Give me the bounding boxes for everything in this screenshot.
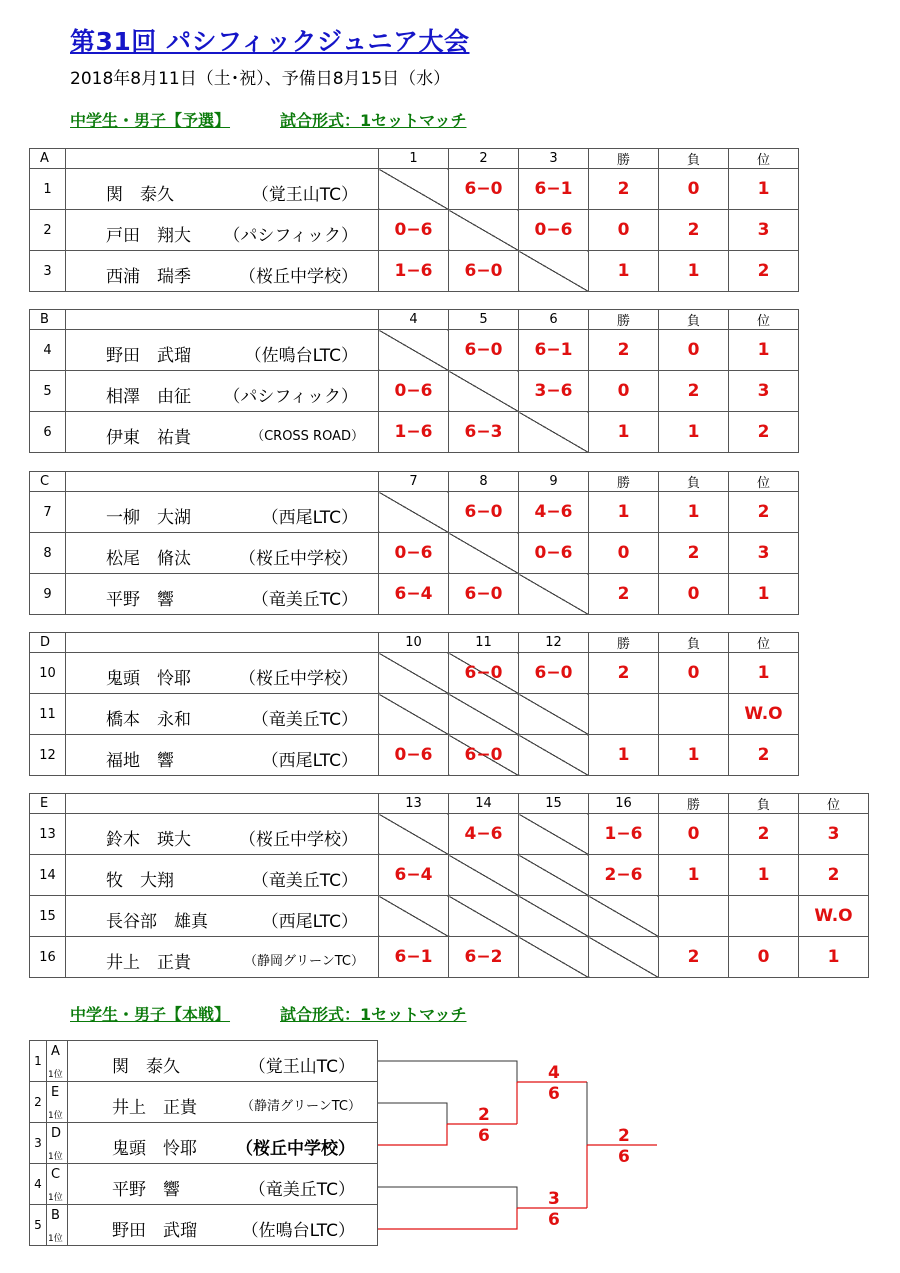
header-col-number: 9 xyxy=(519,472,589,492)
player-number: 8 xyxy=(30,533,66,574)
rank-value: 3 xyxy=(729,210,799,251)
player-number: 16 xyxy=(30,937,66,978)
win-count: 2 xyxy=(589,653,659,694)
match-score: 0−6 xyxy=(379,533,449,574)
player-name: 井上 正貴 xyxy=(106,953,191,973)
header-win: 勝 xyxy=(589,310,659,330)
header-col-number: 14 xyxy=(449,794,519,814)
player-club: （佐鳴台LTC） xyxy=(244,346,358,366)
header-col-number: 12 xyxy=(519,633,589,653)
match-score: 0−6 xyxy=(519,533,589,574)
loss-count: 0 xyxy=(659,653,729,694)
header-win: 勝 xyxy=(589,633,659,653)
header-col-number: 6 xyxy=(519,310,589,330)
bracket-rank-label: 1位 xyxy=(48,1234,63,1244)
match-score: 6−1 xyxy=(519,169,589,210)
rank-value: 1 xyxy=(729,653,799,694)
header-rank: 位 xyxy=(729,472,799,492)
player-number: 13 xyxy=(30,814,66,855)
semi2-score-top: 3 xyxy=(548,1189,560,1209)
match-score: 6−1 xyxy=(379,937,449,978)
match-score: 6−0 xyxy=(449,169,519,210)
player-number: 9 xyxy=(30,574,66,615)
bracket-line-e3 xyxy=(378,1124,447,1145)
header-col-number: 10 xyxy=(379,633,449,653)
event-date: 2018年8月11日（土･祝）、予備日8月15日（水） xyxy=(70,69,451,89)
bracket-rank-label: 1位 xyxy=(48,1152,63,1162)
bracket-group: A xyxy=(51,1044,60,1059)
player-name: 牧 大翔 xyxy=(106,871,174,891)
player-name: 長谷部 雄真 xyxy=(106,912,208,932)
player-club: （桜丘中学校） xyxy=(239,669,358,689)
win-count: 2 xyxy=(659,937,729,978)
loss-count: 0 xyxy=(659,330,729,371)
player-club: （竜美丘TC） xyxy=(251,710,358,730)
match-score: 6−0 xyxy=(519,653,589,694)
match-score: 1−6 xyxy=(589,814,659,855)
win-count: 2 xyxy=(589,574,659,615)
win-count: 2 xyxy=(589,330,659,371)
match-score: 6−3 xyxy=(449,412,519,453)
bracket-line-e1 xyxy=(378,1061,517,1082)
match-score: 4−6 xyxy=(519,492,589,533)
player-number: 10 xyxy=(30,653,66,694)
player-number: 6 xyxy=(30,412,66,453)
win-count: 1 xyxy=(589,492,659,533)
bracket-rank-label: 1位 xyxy=(48,1193,63,1203)
player-club: （桜丘中学校） xyxy=(239,830,358,850)
m1-score-top: 2 xyxy=(478,1105,490,1125)
header-col-number: 8 xyxy=(449,472,519,492)
bracket-player-club: （桜丘中学校） xyxy=(236,1139,355,1159)
bracket-player-name: 平野 響 xyxy=(112,1180,180,1200)
main-format-label: 試合形式：1セットマッチ xyxy=(280,1005,467,1024)
win-count: 0 xyxy=(589,533,659,574)
match-score: 6−4 xyxy=(379,574,449,615)
bracket-group: C xyxy=(51,1167,61,1182)
player-club: （パシフィック） xyxy=(223,387,358,407)
rank-value: W.O xyxy=(799,896,869,937)
bracket-player-club: （静清グリーンTC） xyxy=(241,1099,361,1114)
header-rank: 位 xyxy=(729,633,799,653)
loss-count: 2 xyxy=(659,533,729,574)
header-rank: 位 xyxy=(799,794,869,814)
semi1-score-top: 4 xyxy=(548,1063,560,1083)
header-loss: 負 xyxy=(659,310,729,330)
match-score: 3−6 xyxy=(519,371,589,412)
header-col-number: 4 xyxy=(379,310,449,330)
player-name: 福地 響 xyxy=(106,751,174,771)
header-col-number: 1 xyxy=(379,149,449,169)
header-col-number: 15 xyxy=(519,794,589,814)
header-win: 勝 xyxy=(589,149,659,169)
player-number: 5 xyxy=(30,371,66,412)
loss-count: 1 xyxy=(659,492,729,533)
header-win: 勝 xyxy=(589,472,659,492)
loss-count: 1 xyxy=(729,855,799,896)
player-club: （竜美丘TC） xyxy=(251,871,358,891)
bracket-seed: 3 xyxy=(30,1123,47,1164)
rank-value: 2 xyxy=(729,251,799,292)
bracket-player-club: （佐鳴台LTC） xyxy=(241,1221,355,1241)
player-club: （西尾LTC） xyxy=(261,508,358,528)
bracket-seed: 2 xyxy=(30,1082,47,1123)
rank-value: 1 xyxy=(729,330,799,371)
player-club: （桜丘中学校） xyxy=(239,549,358,569)
header-col-number: 5 xyxy=(449,310,519,330)
group-label: E xyxy=(30,794,66,814)
player-number: 15 xyxy=(30,896,66,937)
match-score: 4−6 xyxy=(449,814,519,855)
player-number: 11 xyxy=(30,694,66,735)
rank-value: 2 xyxy=(729,492,799,533)
group-label: C xyxy=(30,472,66,492)
match-score: 0−6 xyxy=(379,371,449,412)
bracket-player-club: （竜美丘TC） xyxy=(248,1180,355,1200)
prelim-section-label: 中学生・男子【予選】 xyxy=(70,111,231,130)
loss-count: 2 xyxy=(659,210,729,251)
win-count: 0 xyxy=(589,210,659,251)
loss-count: 0 xyxy=(729,937,799,978)
loss-count: 0 xyxy=(659,169,729,210)
player-name: 西浦 瑞季 xyxy=(106,267,191,287)
player-club: （西尾LTC） xyxy=(261,912,358,932)
loss-count: 1 xyxy=(659,251,729,292)
main-section-label: 中学生・男子【本戦】 xyxy=(70,1005,231,1024)
final-score-bot: 6 xyxy=(618,1147,630,1167)
group-label: B xyxy=(30,310,66,330)
player-club: （覚王山TC） xyxy=(251,185,358,205)
bracket-player-club: （覚王山TC） xyxy=(248,1057,355,1077)
player-name: 鈴木 瑛大 xyxy=(106,830,191,850)
header-win: 勝 xyxy=(659,794,729,814)
player-club: （西尾LTC） xyxy=(261,751,358,771)
win-count: 0 xyxy=(659,814,729,855)
header-loss: 負 xyxy=(659,149,729,169)
bracket-line-e4 xyxy=(378,1187,517,1208)
bracket-player-name: 野田 武瑠 xyxy=(112,1221,197,1241)
bracket-line-e5 xyxy=(378,1208,517,1229)
match-score: 6−1 xyxy=(519,330,589,371)
match-score: 6−0 xyxy=(449,492,519,533)
match-score: 0−6 xyxy=(519,210,589,251)
rank-value: 3 xyxy=(729,533,799,574)
player-name: 橋本 永和 xyxy=(106,710,191,730)
player-name: 松尾 脩汰 xyxy=(106,549,191,569)
player-name: 戸田 翔大 xyxy=(106,226,191,246)
player-club: （静岡グリーンTC） xyxy=(244,954,364,969)
match-score: 6−0 xyxy=(449,574,519,615)
match-score: 1−6 xyxy=(379,251,449,292)
rank-value: 2 xyxy=(729,735,799,776)
loss-count: 2 xyxy=(729,814,799,855)
player-number: 1 xyxy=(30,169,66,210)
header-col-number: 13 xyxy=(379,794,449,814)
bracket-line-e2 xyxy=(378,1103,447,1124)
win-count: 1 xyxy=(589,412,659,453)
header-loss: 負 xyxy=(729,794,799,814)
player-name: 野田 武瑠 xyxy=(106,346,191,366)
bracket-group: B xyxy=(51,1208,60,1223)
rank-value: 3 xyxy=(729,371,799,412)
group-label: A xyxy=(30,149,66,169)
win-count: 1 xyxy=(589,251,659,292)
player-name: 伊東 祐貴 xyxy=(106,428,191,448)
semi2-score-bot: 6 xyxy=(548,1210,560,1230)
prelim-format-label: 試合形式：1セットマッチ xyxy=(280,111,467,130)
player-name: 平野 響 xyxy=(106,590,174,610)
win-count: 1 xyxy=(589,735,659,776)
player-club: （パシフィック） xyxy=(223,226,358,246)
loss-count: 2 xyxy=(659,371,729,412)
match-score: 0−6 xyxy=(379,735,449,776)
player-number: 3 xyxy=(30,251,66,292)
m1-score-bot: 6 xyxy=(478,1126,490,1146)
player-club: （桜丘中学校） xyxy=(239,267,358,287)
rank-value: W.O xyxy=(729,694,799,735)
player-number: 4 xyxy=(30,330,66,371)
player-name: 相澤 由征 xyxy=(106,387,191,407)
player-name: 関 泰久 xyxy=(106,185,174,205)
loss-count: 1 xyxy=(659,735,729,776)
bracket-seed: 4 xyxy=(30,1164,47,1205)
player-number: 12 xyxy=(30,735,66,776)
player-name: 鬼頭 怜耶 xyxy=(106,669,191,689)
bracket-seed: 5 xyxy=(30,1205,47,1246)
win-count: 0 xyxy=(589,371,659,412)
match-score: 6−0 xyxy=(449,330,519,371)
bracket-player-name: 井上 正貴 xyxy=(112,1098,197,1118)
match-score: 6−0 xyxy=(449,735,519,776)
rank-value: 1 xyxy=(729,574,799,615)
semi1-score-bot: 6 xyxy=(548,1084,560,1104)
player-club: （CROSS ROAD） xyxy=(251,429,364,444)
match-score: 1−6 xyxy=(379,412,449,453)
player-number: 2 xyxy=(30,210,66,251)
player-number: 7 xyxy=(30,492,66,533)
match-score: 0−6 xyxy=(379,210,449,251)
player-number: 14 xyxy=(30,855,66,896)
match-score: 2−6 xyxy=(589,855,659,896)
match-score: 6−2 xyxy=(449,937,519,978)
header-col-number: 7 xyxy=(379,472,449,492)
header-loss: 負 xyxy=(659,633,729,653)
bracket-group: E xyxy=(51,1085,60,1100)
final-score-top: 2 xyxy=(618,1126,630,1146)
rank-value: 1 xyxy=(729,169,799,210)
header-loss: 負 xyxy=(659,472,729,492)
loss-count: 0 xyxy=(659,574,729,615)
match-score: 6−0 xyxy=(449,251,519,292)
rank-value: 1 xyxy=(799,937,869,978)
header-col-number: 3 xyxy=(519,149,589,169)
header-rank: 位 xyxy=(729,310,799,330)
rank-value: 2 xyxy=(799,855,869,896)
bracket-rank-label: 1位 xyxy=(48,1111,63,1121)
player-name: 一柳 大湖 xyxy=(106,508,191,528)
header-col-number: 2 xyxy=(449,149,519,169)
rank-value: 2 xyxy=(729,412,799,453)
header-col-number: 11 xyxy=(449,633,519,653)
rank-value: 3 xyxy=(799,814,869,855)
match-score: 6−4 xyxy=(379,855,449,896)
bracket-group: D xyxy=(51,1126,62,1141)
page-title: 第31回 パシフィックジュニア大会 xyxy=(70,27,470,56)
header-col-number: 16 xyxy=(589,794,659,814)
header-rank: 位 xyxy=(729,149,799,169)
bracket-seed: 1 xyxy=(30,1041,47,1082)
bracket-player-name: 鬼頭 怜耶 xyxy=(112,1139,197,1159)
win-count: 1 xyxy=(659,855,729,896)
bracket-player-name: 関 泰久 xyxy=(112,1057,180,1077)
group-label: D xyxy=(30,633,66,653)
bracket-rank-label: 1位 xyxy=(48,1070,63,1080)
match-score: 6−0 xyxy=(449,653,519,694)
loss-count: 1 xyxy=(659,412,729,453)
win-count: 2 xyxy=(589,169,659,210)
player-club: （竜美丘TC） xyxy=(251,590,358,610)
